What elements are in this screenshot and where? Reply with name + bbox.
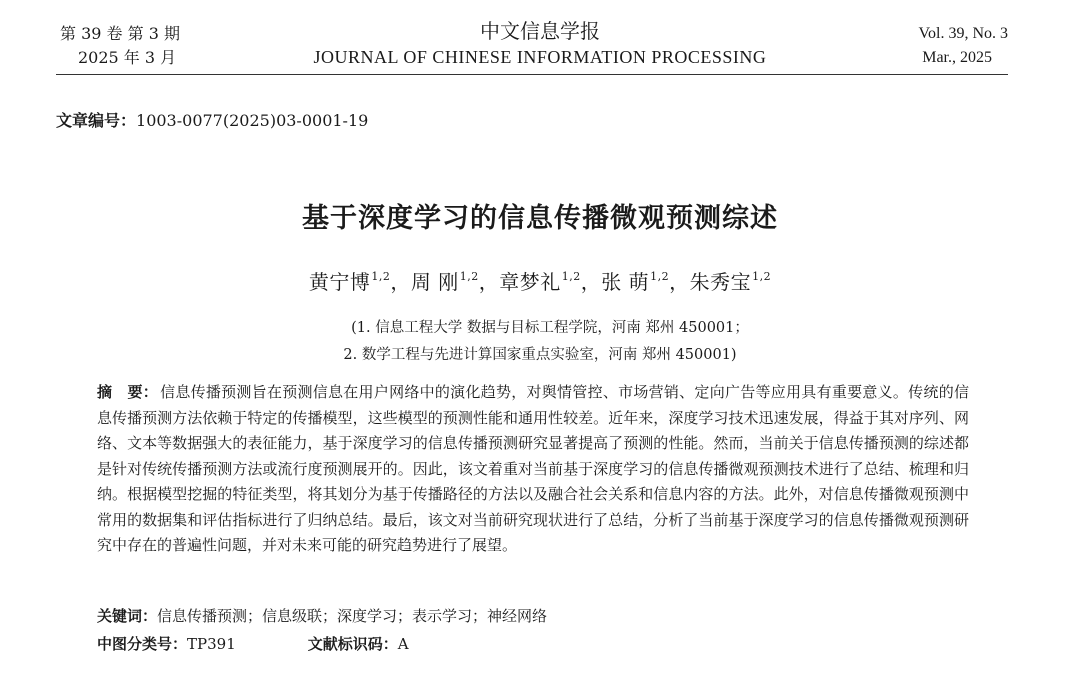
author-name: 张 萌 (601, 270, 650, 294)
header-right (919, 22, 1009, 70)
keywords-label: 关键词： (97, 607, 158, 625)
clc-value: TP391 (187, 635, 236, 653)
author-separator: ， (478, 270, 500, 294)
author-name: 章梦礼 (499, 270, 561, 294)
keywords-value: 信息传播预测；信息级联；深度学习；表示学习；神经网络 (157, 607, 548, 625)
author-name: 黄宁博 (308, 270, 371, 294)
keywords (97, 605, 547, 626)
affiliation-2: 2. 数学工程与先进计算国家重点实验室，河南 郑州 450001) (343, 347, 737, 363)
author-affiliation-mark: 1,2 (752, 270, 772, 283)
abstract-label: 摘 要： (97, 383, 159, 401)
author-affiliation-mark: 1,2 (459, 270, 479, 283)
abstract (97, 380, 969, 559)
affiliation-1: (1. 信息工程大学 数据与目标工程学院，河南 郑州 450001； (351, 320, 749, 336)
date-cn: 2025 年 3 月 (78, 48, 177, 67)
author-name: 朱秀宝 (689, 270, 752, 294)
author-affiliation-mark: 1,2 (561, 270, 581, 283)
doc-code-label: 文献标识码： (307, 635, 398, 653)
abstract-text: 信息传播预测旨在预测信息在用户网络中的演化趋势，对舆情管控、市场营销、定向广告等应用具有重要意义。传统的信息传播预测方法依赖于特定的传播模型，这些模型的预测性能和通用性较差。近年来，深度学习技术迅速发展，得益于其对序列、网络、文本等数据强大的表征能力，基于深度学习的信息传播预测研究显著提高了预测的性能。然而，当前关于信息传播预测的综述都是针对传统传播预测方法或流行度预测展开的。因此，该文着重对当前基于深度学习的信息传播微观预测技术进行了总结、梳理和归纳。根据模型挖掘的特征类型，将其划分为基于传播路径的方法以及融合社会关系和信息内容的方法。此外，对信息传播微观预测中常用的数据集和评估指标进行了归纳总结。最后，该文对当前研究现状进行了总结，分析了当前基于深度学习的信息传播微观预测研究中存在的普遍性问题，并对未来可能的研究趋势进行了展望。 (97, 383, 969, 554)
author-separator: ， (390, 270, 411, 294)
author-name: 周 刚 (410, 270, 459, 294)
author-list (0, 266, 1080, 295)
clc-label: 中图分类号： (97, 635, 188, 653)
classification (97, 633, 409, 654)
author-affiliation-mark: 1,2 (650, 270, 670, 283)
header-rule (56, 74, 1008, 75)
volume-issue-cn: 第 39 卷 第 3 期 (60, 24, 180, 43)
paper-title: 基于深度学习的信息传播微观预测综述 (302, 203, 778, 234)
date-en: Mar., 2025 (922, 49, 992, 66)
journal-name-en: JOURNAL OF CHINESE INFORMATION PROCESSING (313, 47, 767, 67)
author-separator: ， (669, 270, 690, 294)
volume-issue-en: Vol. 39, No. 3 (918, 25, 1008, 42)
author-affiliation-mark: 1,2 (371, 270, 391, 283)
doc-code-value: A (397, 635, 409, 653)
author-separator: ， (580, 270, 602, 294)
article-id-value: 1003-0077(2025)03-0001-19 (136, 111, 369, 130)
article-id (56, 108, 368, 131)
article-id-label: 文章编号： (56, 111, 137, 130)
journal-name-cn: 中文信息学报 (480, 19, 600, 43)
